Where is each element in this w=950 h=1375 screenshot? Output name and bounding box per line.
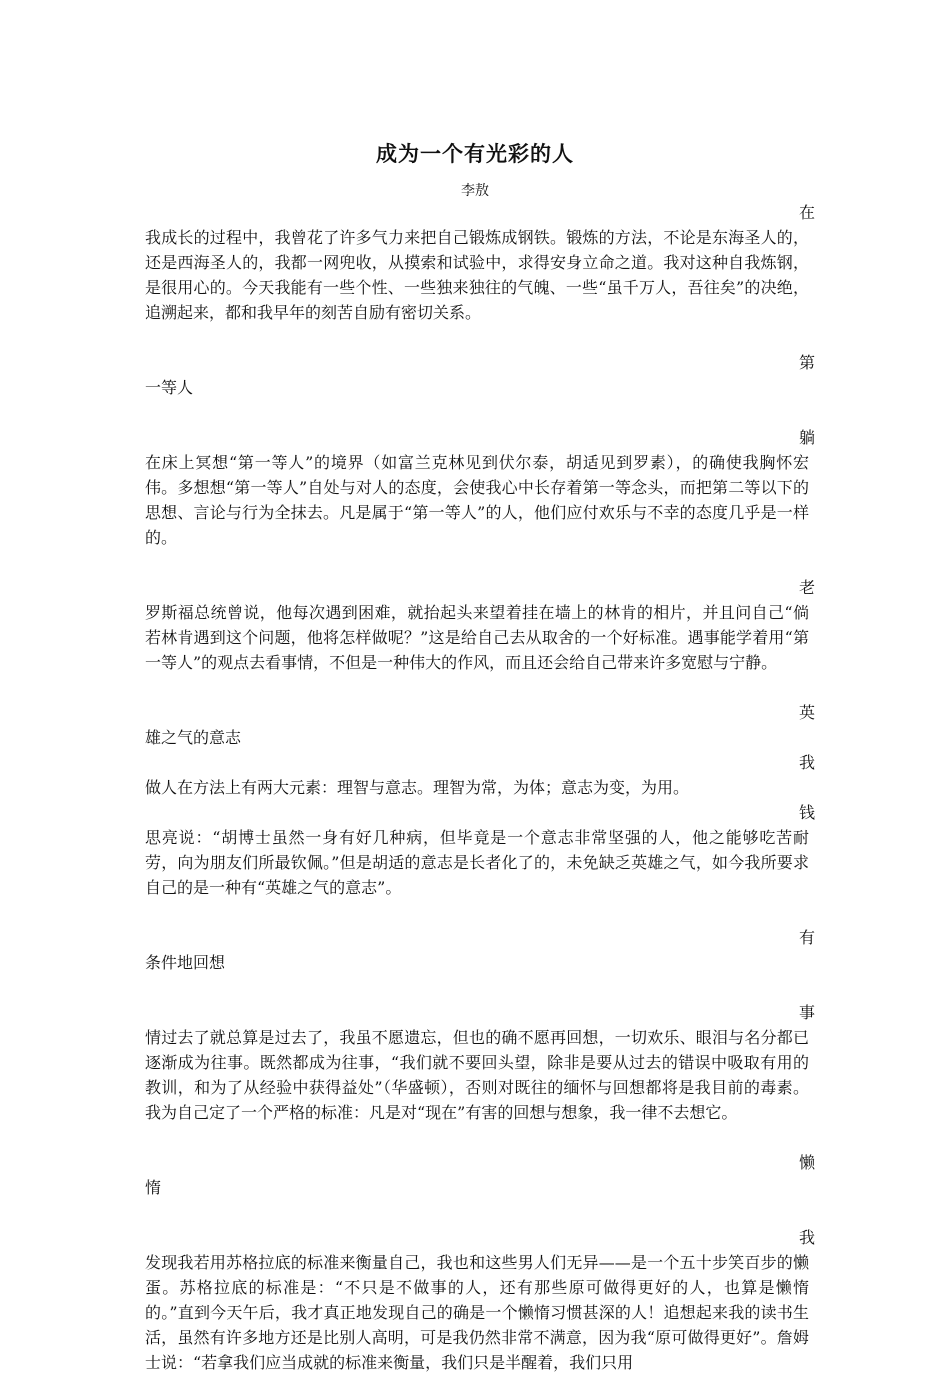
document-body — [145, 200, 815, 1375]
paragraph: 罗斯福总统曾说，他每次遇到困难，就抬起头来望着挂在墙上的林肯的相片，并且问自己“倘若林肯遇到这个问题，他将怎样做呢？”这是给自己去从取舍的一个好标准。遇事能学着用“第一等人”的观点去看事情，不但是一种伟大的作风，而且还会给自己带来许多宽慰与宁静。 — [145, 603, 809, 672]
paragraph: 做人在方法上有两大元素：理智与意志。理智为常，为体；意志为变，为用。 — [145, 778, 690, 797]
leading-char: 老 — [798, 578, 815, 597]
leading-char: 英 — [798, 703, 815, 722]
leading-char: 躺 — [798, 428, 815, 447]
leading-char: 我 — [798, 1228, 815, 1247]
document-title: 成为一个有光彩的人 — [376, 141, 574, 166]
leading-char: 有 — [798, 928, 815, 947]
leading-char: 事 — [798, 1003, 815, 1022]
section-heading: 条件地回想 — [145, 953, 226, 972]
section-heading: 一等人 — [145, 378, 194, 397]
leading-char: 在 — [798, 203, 815, 222]
leading-char: 钱 — [798, 803, 815, 822]
leading-char: 我 — [798, 753, 815, 772]
paragraph: 发现我若用苏格拉底的标准来衡量自己，我也和这些男人们无异——是一个五十步笑百步的懒蛋。苏格拉底的标准是：“不只是不做事的人，还有那些原可做得更好的人，也算是懒惰的。”直到今天午后，我才真正地发现自己的确是一个懒惰习惯甚深的人！追想起来我的读书生活，虽然有许多地方还是比别人高明，可是我仍然非常不满意，因为我“原可做得更好”。詹姆士说：“若拿我们应当成就的标准来衡量，我们只是半醒着，我们只用 — [145, 1253, 809, 1372]
section-heading: 雄之气的意志 — [145, 728, 242, 747]
document-author: 李敖 — [461, 183, 489, 199]
section-heading: 惰 — [145, 1178, 162, 1197]
paragraph: 思亮说：“胡博士虽然一身有好几种病，但毕竟是一个意志非常坚强的人，他之能够吃苦耐劳，向为朋友们所最钦佩。”但是胡适的意志是长者化了的，未免缺乏英雄之气，如今我所要求自己的是一种有“英雄之气的意志”。 — [145, 828, 809, 897]
leading-char: 懒 — [798, 1153, 815, 1172]
paragraph: 我成长的过程中，我曾花了许多气力来把自己锻炼成钢铁。锻炼的方法，不论是东海圣人的，还是西海圣人的，我都一网兜收，从摸索和试验中，求得安身立命之道。我对这种自我炼钢，是很用心的。今天我能有一些个性、一些独来独往的气魄、一些“虽千万人，吾往矣”的决绝，追溯起来，都和我早年的刻苦自励有密切关系。 — [145, 228, 809, 322]
paragraph: 情过去了就总算是过去了，我虽不愿遗忘，但也的确不愿再回想，一切欢乐、眼泪与名分都已逐渐成为往事。既然都成为往事，“我们就不要回头望，除非是要从过去的错误中吸取有用的教训，和为了从经验中获得益处”（华盛顿），否则对既往的缅怀与回想都将是我目前的毒素。我为自己定了一个严格的标准：凡是对“现在”有害的回想与想象，我一律不去想它。 — [145, 1028, 809, 1122]
leading-char: 第 — [798, 353, 815, 372]
paragraph: 在床上冥想“第一等人”的境界（如富兰克林见到伏尔泰，胡适见到罗素），的确使我胸怀宏伟。多想想“第一等人”自处与对人的态度，会使我心中长存着第一等念头，而把第二等以下的思想、言论与行为全抹去。凡是属于“第一等人”的人，他们应付欢乐与不幸的态度几乎是一样的。 — [145, 453, 809, 547]
